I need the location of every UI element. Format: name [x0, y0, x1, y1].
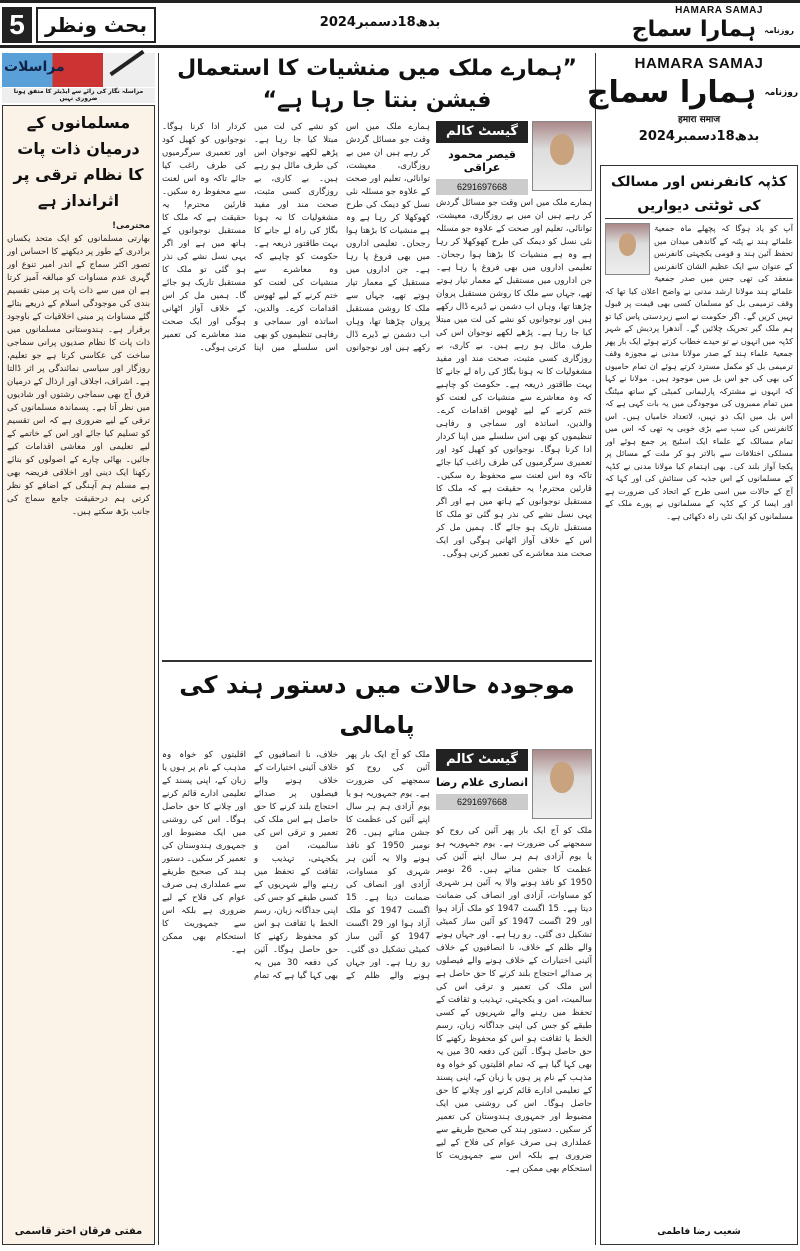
- author-photo: [532, 749, 592, 819]
- guest-column-card: گیسٹ کالم قیصر محمود عراقی 6291697668: [436, 121, 528, 195]
- pen-icon: [109, 50, 144, 76]
- article-top-headline: ”ہمارے ملک میں منشیات کا استعمال فیشن بنتا جا رہا ہے“: [177, 56, 577, 113]
- letters-box: [2, 105, 155, 1245]
- article-right-author: شعیب رضا فاطمی: [605, 1220, 793, 1240]
- article-bottom-body-right: ملک کو آج ایک بار پھر آئین کی روح کو سمجھنے کی ضرورت ہے۔ یوم جمہوریہ ہو یا یوم آزادی ہم ہر سال اپنے آئین کی عظمت کا جشن مناتے ہیں۔ 26 نومبر 1950 کو نافذ ہونے والا یہ آئین ہر شہری کو مساوات، آزادی اور انصاف کی ضمانت دیتا ہے۔ 15 اگست 1947 کو ملک آزاد ہوا اور 29 اگست 1947 کو آئین ساز کمیٹی تشکیل دی گئی۔ رو رہا ہے۔ اور جہاں ہونے والے ظلم کے خلاف، نا انصافیوں کے خلاف آئینی اختیارات کے خلاف ہونے والے فیصلوں پر صدائے احتجاج بلند کرنے کا حق حاصل ہے اس ملک کی تعمیر و ترقی اس کی سالمیت، امن و یکجہتی، تہذیب و ثقافت کے تحفظ میں رہنے والے شہریوں کے کسی طبقے کو جس کی اپنی جداگانہ زبان، رسم الخط یا ثقافت ہو اس کو محفوظ رکھنے کا حق حاصل ہوگا۔ آئین کی دفعہ 30 میں یہ بھی کہا گیا ہے کہ تمام اقلیتوں کو خواہ وہ مذہب کے نام پر ہوں یا زبان کے، اپنی پسند کے تعلیمی ادارے قائم کرنے اور چلانے کا حق حاصل ہوگا۔ اس کی روشنی میں ایک مضبوط اور جمہوری ہندوستان کی تعمیر کر سکیں۔ دستور ہند کی صحیح طریقے سے عملداری ہی صرف عوام کی فلاح کے لیے ضروری ہے بلکہ اس سے جمہوریت کا استحکام بھی ممکن ہے۔: [436, 826, 592, 1174]
- letters-author: مفتی فرقان اختر قاسمی: [7, 1218, 150, 1240]
- masthead-daily-label: روزنامہ: [764, 88, 798, 98]
- masthead-sub: हमारा समाज: [677, 115, 721, 125]
- article-right-body: آپ کو یاد ہوگا کہ پچھلے ماہ جمعیۃ علمائے ہند نے پٹنہ کے گاندھی میدان میں تحفظ آئین ہند و قومی یکجہتی کانفرنس کے عنوان سے ایک عظیم الشان کانفرنس منعقد کی تھی جس میں صدر جمعیۃ علمائے ہند مولانا ارشد مدنی نے واضح اعلان کیا تھا کہ وقف ترمیمی بل کو مسلمان کسی بھی قیمت پر قبول نہیں کریں گے۔ اگر حکومت نے اسے زبردستی پاس کیا تو ہم ملک گیر تحریک چلائیں گے۔ آندھرا پردیش کے شہر کڈپہ میں انہوں نے تو حیدے خطاب کرتے ہوئے ایک بار پھر جمعیۃ علماء ہند کے صدر مولانا مدنی نے مجوزہ وقف ترمیمی بل کو مکمل مسترد کرتے ہوئے ان تمام حامیوں کی بھی کی جو اس بل میں موجود ہیں۔ مولانا نے کہا کہ انہوں نے مشترکہ پارلیمانی کمیٹی کے ساتھ میٹنگ میں تمام ممبروں کی موجودگی میں یہ بات کہی ہے کہ اس بل میں ایک دو نہیں، لاتعداد خامیاں ہیں۔ اس کانفرنس کی سب سے بڑی خوبی یہ تھی کہ اس میں تمام مسالک کے علماء ایک اسٹیج پر جمع ہوئے اور مسلکی اختلافات سے بالاتر ہو کر ملت کے مسائل پر یکجا آواز بلند کی۔ بھی اہتمام کیا مولانا مدنی نے کڈپہ کے مسلمانوں کے اس جذبہ کی ستائش کی اور کہا کہ آج کے حالات میں اسی طرح کے اتحاد کی ضرورت ہے اور ایسا کر کے کڈپہ کے مسلمانوں نے پورے ملک کے مسلمانوں کو ایک نئی راہ دکھائی ہے۔: [605, 224, 793, 521]
- letters-headline: مسلمانوں کے درمیان ذات پات کا نظام ترقی پر اثرانداز ہے: [13, 113, 144, 210]
- masthead: [586, 55, 798, 160]
- author-phone: 6291697668: [436, 179, 528, 195]
- letters-body: بھارتی مسلمانوں کو ایک متحد یکساں برادری کے طور پر دیکھنے کا احساس اور تصور اکثر سماج کے اندر امیر تنوع اور گہری عدم مساوات کو مبالغہ آمیز کرتا ہے ان میں سے ذات پات پر مبنی تقسیم بندی کی موجودگی اسلام کے ذریعے بتائے گئے مساوات پر مبنی اخلاقیات کے باوجود برقرار ہے۔ ہندوستانی مسلمانوں میں ذات پات کا نظام صدیوں پرانی سماجی ساخت کی عکاسی کرتا ہے جو تعلیم، روزگار اور سیاسی نمائندگی پر اثر ڈالتا ہے۔ اشراف، اجلاف اور ارذال کے درمیان فرق آج بھی سماجی رشتوں اور شادیوں میں نظر آتا ہے۔ پسماندہ مسلمانوں کی ترقی کے لیے ضروری ہے کہ اس تقسیم کو تسلیم کیا جائے اور اس کے خاتمے کے لیے تعلیمی اور معاشی اقدامات کیے جائیں۔ بھائی چارے کے اصولوں کو بنائے رکھنا ایک دینی اور اخلاقی فریضہ بھی ہے مسلم ہم آہنگی کے اضافے کو نظر کرتی ہم درحقیقت جامع سماج کی جانب بڑھ سکتے ہیں۔: [7, 234, 150, 517]
- masthead-ur: ہمارا سماج: [586, 75, 757, 110]
- header-daily-label: روزنامہ: [764, 25, 794, 35]
- article-bottom: [162, 665, 592, 1245]
- article-top-body-right: ہمارے ملک میں اس وقت جو مسائل گردش کر رہے ہیں ان میں بے روزگاری، معیشت، توانائی، تعلیم اور صحت کے علاوہ جو مسئلہ نئی نسل کو دیمک کی طرح کھوکھلا کر رہا ہے وہ ہے منشیات کا بڑھتا ہوا رجحان۔ تعلیمی اداروں میں بھی فروغ پا رہا ہے۔ جن اداروں میں مستقبل کے معمار تیار ہوتے تھے، جہاں سے ملک کا روشن مستقبل پروان چڑھتا تھا، وہاں اب دشمن نے ڈیرے ڈال رکھے ہیں اور نوجوانوں کو نشے کی لت میں مبتلا کیا جا رہا ہے۔ پڑھے لکھے نوجوان اس کی طرف مائل ہو رہے ہیں۔ بے کاری، بے روزگاری کسی مثبت، صحت مند اور مفید مشغولیات کا نہ ہونا بگاڑ کی راہ لے جانے کا بہت طاقتور ذریعہ ہے۔ حکومت کو چاہیے کہ وہ معاشرے سے منشیات کی لعنت کو ختم کرنے کے لیے ٹھوس اقدامات کرے۔ والدین، اساتذہ اور سماجی و رفاہی تنظیموں کو بھی اس سلسلے میں اپنا کردار ادا کرنا ہوگا۔ نوجوانوں کو کھیل کود اور تعمیری سرگرمیوں کی طرف راغب کیا جائے تاکہ وہ اس لعنت سے محفوظ رہ سکیں۔ قارئین محترم! یہ حقیقت ہے کہ ملک کا مستقبل نوجوانوں کے ہاتھ میں ہے اور اگر یہی نسل نشے کی نذر ہو گئی تو ملک کا مستقبل تاریک ہو جائے گا۔ ہمیں مل کر اس کے خلاف آواز اٹھانی ہوگی اور ایک صحت مند معاشرے کی تعمیر کرنی ہوگی۔: [436, 198, 592, 559]
- masthead-date: بدھ18دسمبر2024: [638, 129, 760, 144]
- article-top: [162, 53, 592, 658]
- section-title: بحث ونظر: [36, 7, 156, 43]
- masthead-en: HAMARA SAMAJ: [634, 55, 764, 72]
- author-photo: [605, 223, 650, 275]
- page-number: 5: [2, 7, 32, 43]
- article-bottom-headline: موجودہ حالات میں دستور ہند کی پامالی: [179, 671, 575, 739]
- article-top-body: ہمارے ملک میں اس وقت جو مسائل گردش کر رہے ہیں ان میں بے روزگاری، معیشت، توانائی، تعلیم اور صحت کے علاوہ جو مسئلہ نئی نسل کو دیمک کی طرح کھوکھلا کر رہا ہے وہ ہے منشیات کا بڑھتا ہوا رجحان۔ تعلیمی اداروں میں بھی فروغ پا رہا ہے۔ جن اداروں میں مستقبل کے معمار تیار ہوتے تھے، جہاں سے ملک کا روشن مستقبل پروان چڑھتا تھا، وہاں اب دشمن نے ڈیرے ڈال رکھے ہیں اور نوجوانوں کو نشے کی لت میں مبتلا کیا جا رہا ہے۔ پڑھے لکھے نوجوان اس کی طرف مائل ہو رہے ہیں۔ بے کاری، بے روزگاری کسی مثبت، صحت مند اور مفید مشغولیات کا نہ ہونا بگاڑ کی راہ لے جانے کا بہت طاقتور ذریعہ ہے۔ حکومت کو چاہیے کہ وہ معاشرے سے منشیات کی لعنت کو ختم کرنے کے لیے ٹھوس اقدامات کرے۔ والدین، اساتذہ اور سماجی و رفاہی تنظیموں کو بھی اس سلسلے میں اپنا کردار ادا کرنا ہوگا۔ نوجوانوں کو کھیل کود اور تعمیری سرگرمیوں کی طرف راغب کیا جائے تاکہ وہ اس لعنت سے محفوظ رہ سکیں۔ قارئین محترم! یہ حقیقت ہے کہ ملک کا مستقبل نوجوانوں کے ہاتھ میں ہے اور اگر یہی نسل نشے کی نذر ہو گئی تو ملک کا مستقبل تاریک ہو جائے گا۔ ہمیں مل کر اس کے خلاف آواز اٹھانی ہوگی اور ایک صحت مند معاشرے کی تعمیر کرنی ہوگی۔: [162, 122, 430, 353]
- page-header: [0, 0, 800, 48]
- article-bottom-body: ملک کو آج ایک بار پھر آئین کی روح کو سمجھنے کی ضرورت ہے۔ یوم جمہوریہ ہو یا یوم آزادی ہم ہر سال اپنے آئین کی عظمت کا جشن مناتے ہیں۔ 26 نومبر 1950 کو نافذ ہونے والا یہ آئین ہر شہری کو مساوات، آزادی اور انصاف کی ضمانت دیتا ہے۔ 15 اگست 1947 کو ملک آزاد ہوا اور 29 اگست 1947 کو آئین ساز کمیٹی تشکیل دی گئی۔ رو رہا ہے۔ اور جہاں ہونے والے ظلم کے خلاف، نا انصافیوں کے خلاف آئینی اختیارات کے خلاف ہونے والے فیصلوں پر صدائے احتجاج بلند کرنے کا حق حاصل ہے اس ملک کی تعمیر و ترقی اس کی سالمیت، امن و یکجہتی، تہذیب و ثقافت کے تحفظ میں رہنے والے شہریوں کے کسی طبقے کو جس کی اپنی جداگانہ زبان، رسم الخط یا ثقافت ہو اس کو محفوظ رکھنے کا حق حاصل ہوگا۔ آئین کی دفعہ 30 میں یہ بھی کہا گیا ہے کہ تمام اقلیتوں کو خواہ وہ مذہب کے نام پر ہوں یا زبان کے، اپنی پسند کے تعلیمی ادارے قائم کرنے اور چلانے کا حق حاصل ہوگا۔ اس کی روشنی میں ایک مضبوط اور جمہوری ہندوستان کی تعمیر کر سکیں۔ دستور ہند کی صحیح طریقے سے عملداری ہی صرف عوام کی فلاح کے لیے ضروری ہے بلکہ اس سے جمہوریت کا استحکام بھی ممکن ہے۔: [162, 750, 430, 981]
- header-masthead: HAMARA SAMAJ روزنامہ ہمارا سماج: [631, 5, 794, 42]
- letters-salutation: محترمی!: [112, 221, 150, 231]
- article-right-headline: کڈپہ کانفرنس اور مسالک کی ٹوٹتی دیواریں: [605, 170, 793, 219]
- letters-banner-logo: مراسلات: [4, 59, 65, 75]
- article-right: [600, 165, 798, 1245]
- author-name: انصاری غلام رضا: [436, 771, 528, 794]
- author-photo: [532, 121, 592, 191]
- letters-banner: [2, 53, 155, 87]
- author-phone: 6291697668: [436, 794, 528, 810]
- letters-note: مراسلہ نگار کی رائے سے ایڈیٹر کا متفق ہونا ضروری نہیں: [2, 88, 155, 103]
- guest-column-card: گیسٹ کالم انصاری غلام رضا 6291697668: [436, 749, 528, 810]
- header-date: بدھ18دسمبر2024: [319, 15, 441, 30]
- author-name: قیصر محمود عراقی: [436, 143, 528, 179]
